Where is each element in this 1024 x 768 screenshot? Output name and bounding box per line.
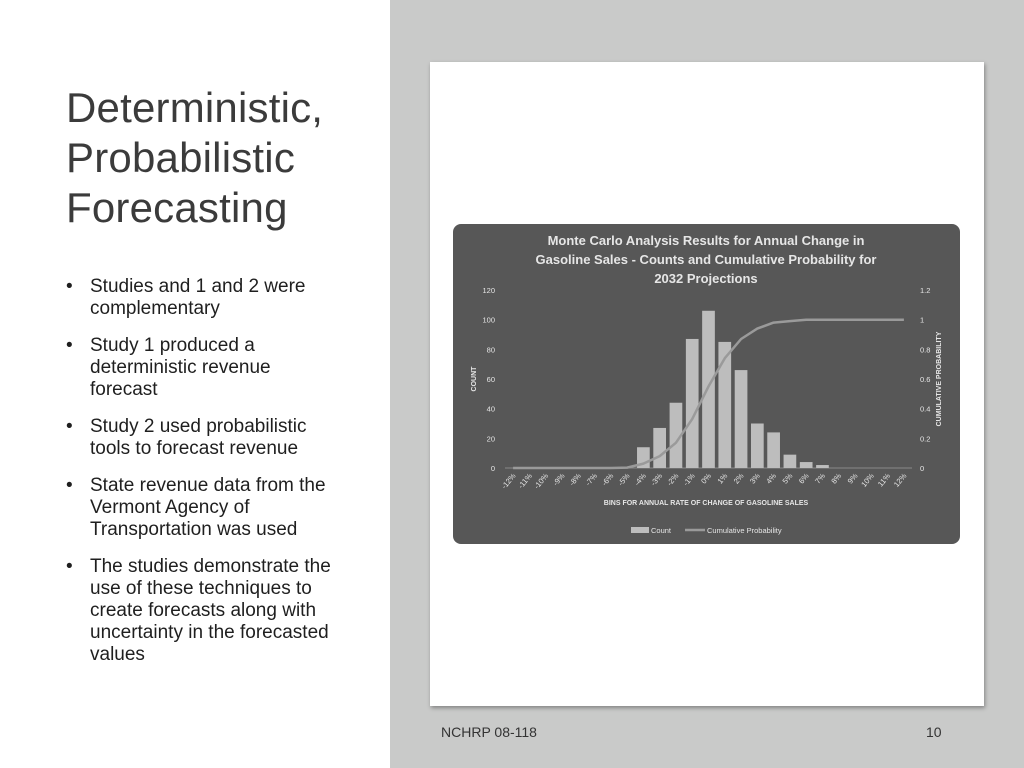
y2-tick-label: 1 [920,315,925,325]
bullet-text: Study 2 used probabilistic tools to forecast revenue [90,416,307,459]
x-tick-label: -10% [532,471,551,491]
x-tick-label: 2% [731,471,746,486]
bullet-list [66,276,334,681]
bar [735,370,748,468]
legend-swatch-count [631,527,649,533]
x-tick-label: 9% [845,471,860,486]
y2-tick-label: 0.8 [920,345,931,355]
x-tick-label: 1% [715,471,730,486]
y2-tick-label: 0 [920,464,925,473]
x-tick-label: 8% [829,471,844,486]
bar [800,462,813,468]
x-tick-label: 7% [813,471,828,486]
bullet-icon: • [66,416,73,437]
title-line: Forecasting [66,184,288,231]
bullet-icon: • [66,475,73,496]
x-axis-label: BINS FOR ANNUAL RATE OF CHANGE OF GASOLINE SALES [603,500,809,507]
y-tick-label: 60 [486,375,495,384]
bar [702,311,715,468]
y-axis-label: COUNT [471,366,478,392]
x-tick-label: 12% [891,471,909,489]
slide-title [66,83,366,233]
bar [767,432,780,468]
bullet-text: The studies demonstrate the use of these techniques to create forecasts along with uncertainty in the forecasted values [90,556,331,665]
x-tick-label: -11% [516,471,534,491]
bullet-text: Study 1 produced a deterministic revenue forecast [90,335,271,400]
x-tick-label: -1% [681,471,697,488]
chart-title-line: Gasoline Sales - Counts and Cumulative Probability for [535,252,877,267]
x-tick-label: -6% [599,471,616,488]
chart-title-line: Monte Carlo Analysis Results for Annual Change in [547,233,865,248]
y2-tick-label: 0.2 [920,434,931,444]
bullet-icon: • [66,276,73,297]
legend-label-cumulative: Cumulative Probability [707,526,782,535]
footer-label: NCHRP 08-118 [441,724,537,740]
x-tick-label: -2% [664,471,681,488]
bullet-icon: • [66,335,73,356]
x-tick-label: 3% [747,471,762,486]
bullet-item [66,335,334,401]
chart-container [453,224,960,544]
y-tick-label: 100 [482,315,495,325]
chart-title-line: 2032 Projections [654,271,758,286]
bullet-item [66,416,334,460]
x-tick-label: 11% [875,471,893,489]
page-number: 10 [926,724,942,740]
x-tick-label: -4% [632,471,648,488]
y2-tick-label: 1.2 [920,286,931,295]
chart-svg [453,224,960,544]
bar [816,465,829,468]
x-tick-label: -9% [551,471,567,488]
bullet-text: State revenue data from the Vermont Agency of Transportation was used [90,475,326,540]
bullet-text: Studies and 1 and 2 were complementary [90,276,306,319]
y-tick-label: 20 [486,434,495,444]
x-tick-label: -8% [567,471,583,488]
bullet-item [66,475,334,541]
bar [718,342,731,468]
y-tick-label: 80 [486,345,495,355]
x-tick-label: 6% [796,471,811,486]
legend-label-count: Count [651,526,672,535]
title-line: Probabilistic [66,134,296,181]
x-tick-label: 0% [699,471,714,486]
x-tick-label: -12% [499,471,518,491]
bullet-item [66,556,334,666]
y2-axis-label: CUMULATIVE PROBABILITY [936,331,943,427]
title-line: Deterministic, [66,84,324,131]
x-tick-label: 10% [859,471,876,489]
x-tick-label: -3% [648,471,665,488]
bar [784,455,797,468]
bar [751,424,764,469]
y2-tick-label: 0.4 [920,404,931,414]
bar [686,339,699,468]
bullet-item [66,276,334,320]
bar [653,428,666,468]
y-tick-label: 0 [490,464,495,473]
x-tick-label: -5% [616,471,632,488]
x-tick-label: 5% [780,471,795,486]
y-tick-label: 120 [482,286,495,295]
x-tick-label: -7% [583,471,600,488]
x-tick-label: 4% [764,471,779,486]
y2-tick-label: 0.6 [920,375,931,384]
bullet-icon: • [66,556,73,577]
y-tick-label: 40 [486,404,495,414]
